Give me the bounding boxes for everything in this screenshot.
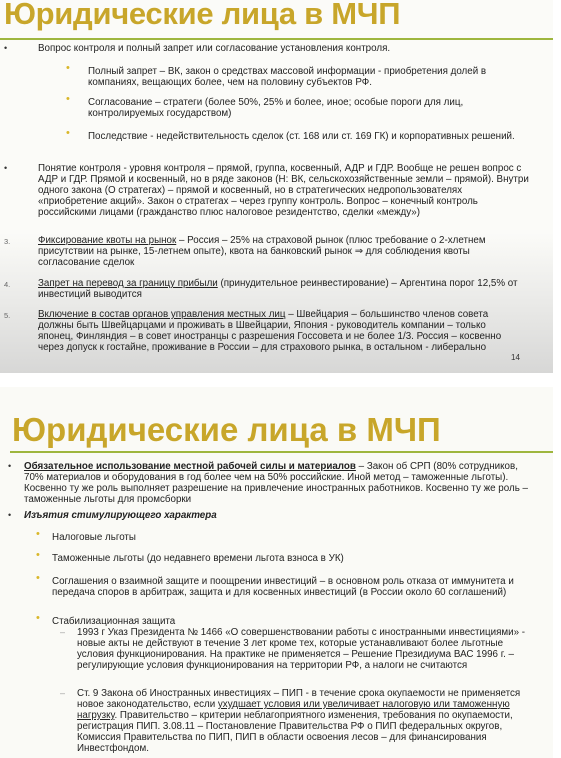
slide-2-stabilization: Стабилизационная защита xyxy=(52,616,176,627)
item-number: 4. xyxy=(4,280,11,289)
bullet-dot-icon: • xyxy=(66,127,70,139)
item-heading: Фиксирование квоты на рынок xyxy=(38,235,177,246)
bullet-dot-icon: • xyxy=(4,43,8,53)
slide-2-decree-1466: 1993 г Указ Президента № 1466 «О совершенствовании работы с иностранными инвестициями» - новые акты не действуют в течение 3 лет кроме тех, которые устанавливают более льготные условия функционирования. На практике не применяется – Решение Президиума ВАС 1996 г. – регулирующие условия функционирования на территории РФ, а налоги не считаются xyxy=(77,627,526,671)
bullet-dot-icon: • xyxy=(66,93,70,105)
bullet-dot-icon: • xyxy=(8,461,12,471)
slide-2-tax-benefits: Налоговые льготы xyxy=(52,532,136,543)
bullet-dot-icon: • xyxy=(8,510,12,520)
slide-1 xyxy=(0,0,553,373)
slide-1-sub-ban: Полный запрет – ВК, закон о средствах массовой информации - приобретения долей в компаниях, вещающих более, чем на половину субъектов РФ. xyxy=(88,66,487,88)
item-heading: Запрет на перевод за границу прибыли xyxy=(38,278,218,289)
item-text: – Швейцария – большинство членов совета должны быть Швейцарцами и проживать в Швейцарии, Япония - руководитель компании – только японец, Финляндия – в совет иностранцы с разрешения Госсовета и не более 1/3. Россия – косвенно через допуск к гостайне, проживание в России – для страхового рынка, в остальном - либерально xyxy=(38,309,502,353)
item-text: – Россия – 25% на страховой рынок (плюс требование о 2-хлетнем присутствии на рынке, 15-летнем опыте), квота на банковский рынок ⇒ для соблюдения квоты согласование сделок xyxy=(38,235,486,268)
slide-1-item-quota xyxy=(38,235,534,268)
item-text: (принудительное реинвестирование) – Аргентина порог 12,5% от инвестиций выводится xyxy=(38,278,518,300)
slide-1-bullet-control: Вопрос контроля и полный запрет или согласование установления контроля. xyxy=(38,43,391,54)
slide-2-customs-benefits: Таможенные льготы (до недавнего времени льгота взноса в УК) xyxy=(52,553,344,564)
slide-1-title-rule xyxy=(0,38,553,40)
bullet-dot-icon: • xyxy=(66,62,70,74)
item-number: 5. xyxy=(4,311,11,320)
page-number: 14 xyxy=(511,353,520,362)
bullet-dot-icon: • xyxy=(36,549,40,561)
slide-2-local-workforce xyxy=(24,461,529,505)
dash-bullet-icon: – xyxy=(60,688,66,698)
bullet-dot-icon: • xyxy=(36,528,40,540)
item-text: . Правительство – критерии неблагоприятного изменения, требования по окупаемости, регистрация ПИП. 3.08.11 – Постановление Правительства РФ о ПИП федеральных округов, Комиссия Правительства по ПИП, ПИП в области освоения лесов – для финансирования Инвестфондом. xyxy=(77,710,513,754)
slide-2-title-rule xyxy=(10,451,553,453)
bullet-dot-icon: • xyxy=(36,572,40,584)
slide-2-article-9 xyxy=(77,688,537,754)
slide-1-title: Юридические лица в МЧП xyxy=(4,0,401,31)
slide-gap xyxy=(0,373,561,387)
item-text: Ст. 9 Закона об Иностранных инвестициях – ПИП - в течение срока окупаемости не применяется новое законодательство, если xyxy=(77,688,521,710)
dash-bullet-icon: – xyxy=(60,627,66,637)
slide-1-item-profit xyxy=(38,278,534,300)
slide-1-bullet-concept: Понятие контроля - уровня контроля – прямой, группа, косвенный, АДР и ГДР. Вообще не решен вопрос с АДР и ГДР. Прямой и косвенный, но в ряде законов (Н: ВК, сельскохозяйственные земли – прямой). Внутри одного закона (О стратегах) – прямой и косвенный, но в стратегических недропользователях «приобретение акций». Закон о стратегах – через группу контроль. Вопрос – конечный контроль российскими лицами (гражданство плюс налоговое резидентство, сделки «между») xyxy=(38,163,529,218)
slide-1-sub-approval: Согласование – стратеги (более 50%, 25% и более, иное; особые пороги для лиц, контролируемых государством) xyxy=(88,97,464,119)
item-number: 3. xyxy=(4,237,11,246)
slide-2-title: Юридические лица в МЧП xyxy=(12,411,441,448)
slide-1-sub-consequence: Последствие - недействительность сделок (ст. 168 или ст. 169 ГК) и корпоративных решений. xyxy=(88,131,515,142)
slide-2-investment-agreements: Соглашения о взаимной защите и поощрении инвестиций – в основном роль отказа от иммунитета и передача споров в арбитраж, защита и для косвенных инвестиций (в России около 60 соглашений) xyxy=(52,576,514,598)
bullet-dot-icon: • xyxy=(36,612,40,624)
item-underlined: ухудшает условия или увеличивает налоговую или таможенную нагрузку xyxy=(77,699,510,721)
slide-2 xyxy=(0,387,553,758)
slide-1-item-management xyxy=(38,309,508,353)
slide-2-incentives-heading: Изъятия стимулирующего характера xyxy=(24,510,217,521)
item-heading: Включение в состав органов управления местных лиц xyxy=(38,309,286,320)
item-text: – Закон об СРП (80% сотрудников, 70% материалов и оборудования в год более чем на 50% российские. Иной метод – таможенные льготы). Косвенно ту же роль выполняет разрешение на привлечение иностранных работников. Косвенно ту же роль – таможенные льготы для промсборки xyxy=(24,461,528,505)
bullet-dot-icon: • xyxy=(4,163,8,173)
item-heading: Обязательное использование местной рабочей силы и материалов xyxy=(24,461,356,472)
